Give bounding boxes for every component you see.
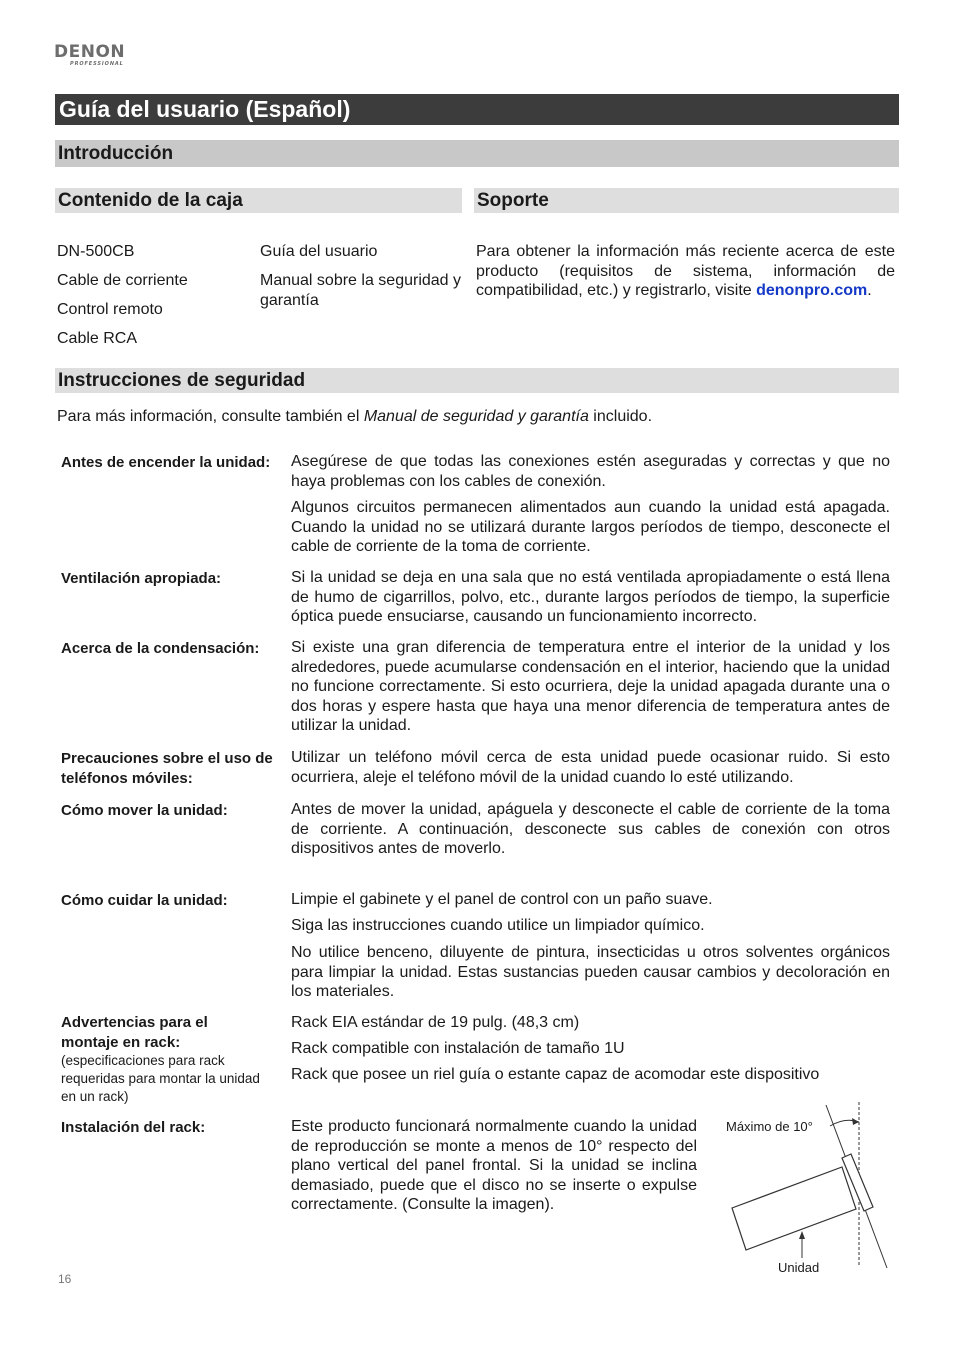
angle-arrow-icon <box>852 1118 859 1125</box>
box-heading: Contenido de la caja <box>55 188 462 213</box>
row-label: Cómo mover la unidad: <box>61 802 228 819</box>
row-text: Antes de mover la unidad, apáguela y desconecte el cable de corriente de la toma de corriente. A continuación, desconecte sus cables de conexión con otros dispositivos antes de moverlo. <box>291 801 890 857</box>
box-item: Cable de corriente <box>57 272 188 289</box>
rack-tilt-diagram <box>718 1100 893 1278</box>
row-text: Algunos circuitos permanecen alimentados aun cuando la unidad está apagada. Cuando la unidad no se utilizará durante largos períodos de tiempo, desconecte el cable de corriente de la toma de corriente. <box>291 499 890 555</box>
row-text: Limpie el gabinete y el panel de control con un paño suave. <box>291 891 713 908</box>
unit-label: Unidad <box>778 1260 820 1275</box>
denon-logo <box>54 44 126 70</box>
row-label: Cómo cuidar la unidad: <box>61 892 228 909</box>
row-label: Ventilación apropiada: <box>61 570 222 587</box>
logo-brand: DENON <box>54 42 126 62</box>
logo-sub: PROFESSIONAL <box>70 61 124 67</box>
row-text: Utilizar un teléfono móvil cerca de esta unidad puede ocasionar ruido. Si esto ocurriera, aleje el teléfono móvil de la unidad cuando lo esté utilizando. <box>291 749 890 786</box>
row-text: Si existe una gran diferencia de temperatura entre el interior de la unidad y los alrededores, puede acumularse condensación en el interior, haciendo que la unidad no funcione correctamente. Si esto ocurriera, deje la unidad apagada durante una o dos horas y espere hasta que haya una menor diferencia de temperatura antes de utilizar la unidad. <box>291 639 890 734</box>
row-label: Antes de encender la unidad: <box>61 454 271 471</box>
safety-intro-pre: Para más información, consulte también el <box>57 408 364 425</box>
row-text: Siga las instrucciones cuando utilice un limpiador químico. <box>291 917 705 934</box>
row-text: Este producto funcionará normalmente cuando la unidad de reproducción se monte a menos de 10° respecto del plano vertical del panel frontal. Si la unidad se inclina demasiado, puede que el disco no se inserte o expulse correctamente. (Consulte la imagen). <box>291 1118 697 1213</box>
box-item: DN-500CB <box>57 243 135 260</box>
support-text <box>476 242 895 301</box>
safety-intro <box>57 407 897 427</box>
denonpro-link[interactable]: denonpro.com <box>756 282 868 299</box>
box-item: Manual sobre la seguridad y garantía <box>260 272 462 309</box>
row-text: Rack EIA estándar de 19 pulg. (48,3 cm) <box>291 1014 580 1031</box>
row-text: Si la unidad se deja en una sala que no está ventilada apropiadamente o está llena de humo de cigarrillos, polvo, etc., durante largos períodos de tiempo, la superficie óptica puede ensuciarse, causando un funcionamiento incorrecto. <box>291 569 890 625</box>
rack-warning-label <box>61 1013 261 1106</box>
unit-body <box>732 1167 856 1250</box>
box-item: Cable RCA <box>57 330 138 347</box>
support-body: Para obtener la información más reciente acerca de este producto (requisitos de sistema, información de compatibilidad, etc.) y registrarlo, visite <box>476 243 895 299</box>
row-text: Rack que posee un riel guía o estante capaz de acomodar este dispositivo <box>291 1066 820 1083</box>
row-sublabel: (especificaciones para rack requeridas para montar la unidad en un rack) <box>61 1053 260 1104</box>
max-angle-label: Máximo de 10° <box>726 1119 813 1134</box>
row-label: Instalación del rack: <box>61 1119 206 1136</box>
safety-intro-post: incluido. <box>588 408 653 425</box>
support-heading: Soporte <box>474 188 899 213</box>
box-list-1 <box>57 242 247 358</box>
page-number: 16 <box>58 1272 72 1286</box>
safety-heading: Instrucciones de seguridad <box>55 368 899 393</box>
row-label: Precauciones sobre el uso de teléfonos móviles: <box>61 750 273 787</box>
intro-heading: Introducción <box>55 140 899 167</box>
box-list-2 <box>260 242 465 310</box>
unit-arrow-icon <box>799 1231 805 1239</box>
box-item: Control remoto <box>57 301 163 318</box>
row-label: Acerca de la condensación: <box>61 640 260 657</box>
page-title: Guía del usuario (Español) <box>55 94 899 125</box>
row-text: No utilice benceno, diluyente de pintura, insecticidas u otros solventes orgánicos para limpiar la unidad. Estas sustancias pueden causar cambios y decoloración en los materiales. <box>291 944 890 1000</box>
box-item: Guía del usuario <box>260 243 378 260</box>
safety-manual-ref: Manual de seguridad y garantía <box>363 408 589 425</box>
row-text: Asegúrese de que todas las conexiones estén aseguradas y correctas y que no haya problemas con los cables de conexión. <box>291 453 890 490</box>
row-label: Advertencias para el montaje en rack: <box>61 1014 208 1051</box>
support-end: . <box>867 282 872 299</box>
row-text: Rack compatible con instalación de tamaño 1U <box>291 1040 625 1057</box>
